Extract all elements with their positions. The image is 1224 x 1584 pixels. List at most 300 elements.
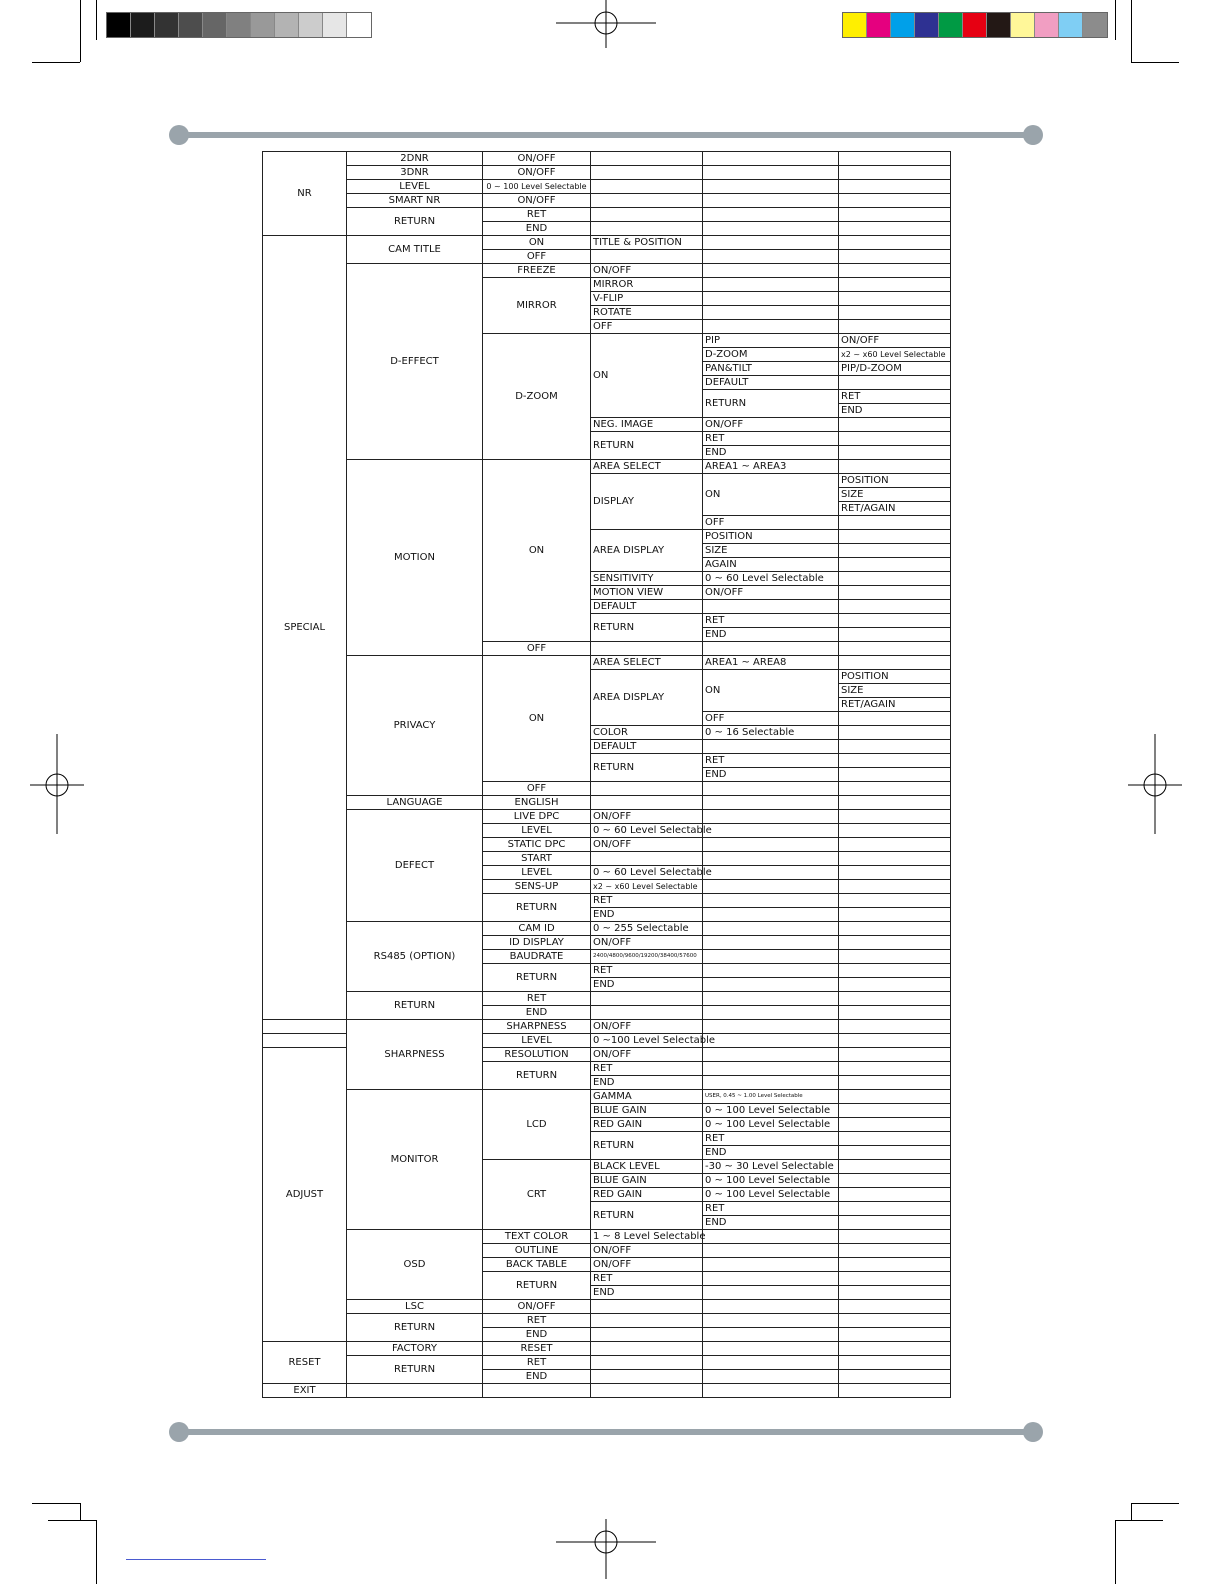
table-cell: ON/OFF	[483, 194, 591, 208]
grayscale-swatch	[155, 13, 179, 37]
color-swatch	[1035, 13, 1059, 37]
grayscale-swatch	[227, 13, 251, 37]
table-cell: ON/OFF	[591, 264, 703, 278]
table-cell: DISPLAY	[591, 474, 703, 530]
table-cell: LEVEL	[483, 1034, 591, 1048]
table-cell: POSITION	[839, 474, 951, 488]
table-cell	[839, 1104, 951, 1118]
table-cell: OFF	[703, 516, 839, 530]
table-cell: LEVEL	[483, 866, 591, 880]
table-cell	[703, 320, 839, 334]
table-cell	[703, 852, 839, 866]
table-cell: AREA SELECT	[591, 656, 703, 670]
table-cell	[703, 1076, 839, 1090]
table-cell: OFF	[483, 782, 591, 796]
table-row	[263, 1314, 951, 1328]
table-cell	[839, 1258, 951, 1272]
table-cell	[591, 152, 703, 166]
table-cell	[839, 1202, 951, 1216]
table-cell	[591, 1356, 703, 1370]
table-cell	[839, 1090, 951, 1104]
grayscale-swatch	[251, 13, 275, 37]
table-cell	[839, 936, 951, 950]
table-cell	[839, 1328, 951, 1342]
table-cell	[703, 236, 839, 250]
table-cell: ON/OFF	[839, 334, 951, 348]
table-cell	[591, 1328, 703, 1342]
table-cell: PRIVACY	[347, 656, 483, 796]
table-cell	[839, 236, 951, 250]
table-cell: 3DNR	[347, 166, 483, 180]
table-cell	[591, 208, 703, 222]
table-cell	[703, 866, 839, 880]
table-cell: RETURN	[483, 964, 591, 992]
table-cell	[839, 978, 951, 992]
table-cell: 0 ~100 Level Selectable	[591, 1034, 703, 1048]
table-row	[263, 1020, 951, 1034]
table-cell	[839, 446, 951, 460]
table-cell: ON/OFF	[591, 1048, 703, 1062]
table-cell: EXIT	[263, 1384, 347, 1398]
table-cell: ON	[483, 656, 591, 782]
table-cell: D-ZOOM	[483, 334, 591, 460]
table-cell: x2 ~ x60 Level Selectable	[839, 348, 951, 362]
table-cell: USER, 0.45 ~ 1.00 Level Selectable	[703, 1090, 839, 1104]
registration-mark-right	[1128, 734, 1182, 834]
table-cell	[839, 712, 951, 726]
table-cell	[703, 1286, 839, 1300]
color-swatch	[1059, 13, 1083, 37]
table-cell	[703, 1342, 839, 1356]
table-cell	[839, 320, 951, 334]
table-cell	[591, 1370, 703, 1384]
table-cell: LEVEL	[347, 180, 483, 194]
table-cell: END	[591, 978, 703, 992]
table-cell	[839, 726, 951, 740]
table-cell: NEG. IMAGE	[591, 418, 703, 432]
crop-mark-top-left-v2	[96, 0, 97, 40]
top-rule	[178, 132, 1032, 138]
table-cell: END	[703, 628, 839, 642]
table-cell	[839, 306, 951, 320]
table-cell: SENSITIVITY	[591, 572, 703, 586]
grayscale-swatch	[179, 13, 203, 37]
crop-mark-bottom-left-h2	[48, 1520, 96, 1521]
table-cell: CRT	[483, 1160, 591, 1230]
table-cell: AREA1 ~ AREA3	[703, 460, 839, 474]
table-cell	[703, 796, 839, 810]
table-row	[263, 194, 951, 208]
table-cell: BLUE GAIN	[591, 1174, 703, 1188]
table-cell	[839, 824, 951, 838]
table-cell	[839, 1356, 951, 1370]
table-row	[263, 1356, 951, 1370]
table-cell: END	[703, 1216, 839, 1230]
table-cell: 0 ~ 255 Selectable	[591, 922, 703, 936]
table-cell	[839, 432, 951, 446]
table-cell	[703, 1356, 839, 1370]
table-cell	[839, 544, 951, 558]
table-cell: RED GAIN	[591, 1188, 703, 1202]
table-cell	[839, 166, 951, 180]
table-cell: FACTORY	[347, 1342, 483, 1356]
table-cell: RET	[703, 754, 839, 768]
table-cell: RET	[839, 390, 951, 404]
table-cell	[703, 838, 839, 852]
table-cell	[839, 460, 951, 474]
table-cell	[839, 1230, 951, 1244]
table-cell: NR	[263, 152, 347, 236]
color-swatch	[963, 13, 987, 37]
table-cell: LCD	[483, 1090, 591, 1160]
color-swatch-bar	[842, 12, 1108, 38]
menu-tree-body	[263, 152, 951, 1398]
table-cell	[839, 1188, 951, 1202]
table-cell	[839, 418, 951, 432]
crop-mark-bottom-right-h2	[1115, 1520, 1163, 1521]
table-cell: RETURN	[591, 1202, 703, 1230]
table-cell	[839, 768, 951, 782]
table-cell	[839, 950, 951, 964]
table-row	[263, 166, 951, 180]
color-swatch	[843, 13, 867, 37]
table-cell: DEFAULT	[591, 740, 703, 754]
grayscale-swatch	[203, 13, 227, 37]
table-cell	[703, 894, 839, 908]
table-cell: SHARPNESS	[483, 1020, 591, 1034]
table-cell	[703, 208, 839, 222]
bottom-underline	[126, 1559, 266, 1560]
table-cell	[839, 1244, 951, 1258]
table-cell	[839, 1146, 951, 1160]
table-cell	[839, 922, 951, 936]
table-cell: OFF	[703, 712, 839, 726]
table-cell	[839, 194, 951, 208]
table-cell: OFF	[591, 320, 703, 334]
color-swatch	[867, 13, 891, 37]
table-cell	[703, 1006, 839, 1020]
table-cell	[703, 1244, 839, 1258]
table-row	[263, 1300, 951, 1314]
table-cell: MIRROR	[483, 278, 591, 334]
crop-mark-top-right-h	[1131, 62, 1179, 63]
table-cell: LEVEL	[483, 824, 591, 838]
table-cell	[839, 628, 951, 642]
table-cell	[703, 250, 839, 264]
table-cell: RED GAIN	[591, 1118, 703, 1132]
color-swatch	[987, 13, 1011, 37]
table-cell	[839, 264, 951, 278]
table-cell: ADJUST	[263, 1048, 347, 1342]
table-cell: ON	[483, 460, 591, 642]
table-cell: SENS-UP	[483, 880, 591, 894]
grayscale-swatch-bar	[106, 12, 372, 38]
table-cell	[839, 614, 951, 628]
table-row	[263, 796, 951, 810]
table-cell	[347, 1384, 483, 1398]
table-cell: END	[703, 1146, 839, 1160]
table-cell: ON/OFF	[591, 810, 703, 824]
top-rule-left-dot	[169, 125, 189, 145]
table-cell: END	[839, 404, 951, 418]
grayscale-swatch	[347, 13, 371, 37]
table-cell: RET/AGAIN	[839, 698, 951, 712]
table-cell	[703, 1034, 839, 1048]
table-cell: 0 ~ 60 Level Selectable	[703, 572, 839, 586]
table-cell: POSITION	[703, 530, 839, 544]
table-cell	[703, 1062, 839, 1076]
table-cell	[703, 166, 839, 180]
crop-mark-bottom-right-h	[1131, 1503, 1179, 1504]
table-cell: AREA DISPLAY	[591, 530, 703, 572]
table-cell: RESET	[483, 1342, 591, 1356]
table-cell	[839, 572, 951, 586]
table-row	[263, 180, 951, 194]
table-cell: -30 ~ 30 Level Selectable	[703, 1160, 839, 1174]
table-cell	[839, 250, 951, 264]
table-cell	[703, 180, 839, 194]
table-cell	[839, 754, 951, 768]
table-cell: RETURN	[483, 1272, 591, 1300]
registration-mark-left	[30, 734, 84, 834]
table-cell: BAUDRATE	[483, 950, 591, 964]
table-cell: CAM TITLE	[347, 236, 483, 264]
top-rule-right-dot	[1023, 125, 1043, 145]
table-cell	[591, 1384, 703, 1398]
crop-mark-bottom-left-v	[96, 1520, 97, 1584]
table-cell	[839, 810, 951, 824]
crop-mark-top-right-v	[1131, 0, 1132, 62]
table-row	[263, 1342, 951, 1356]
table-cell	[591, 194, 703, 208]
table-cell	[703, 964, 839, 978]
table-cell: D-ZOOM	[703, 348, 839, 362]
table-cell	[703, 978, 839, 992]
table-cell: SMART NR	[347, 194, 483, 208]
table-cell: MOTION	[347, 460, 483, 656]
table-cell: ON/OFF	[483, 166, 591, 180]
table-cell: RET	[483, 1356, 591, 1370]
table-cell: LSC	[347, 1300, 483, 1314]
table-cell: RETURN	[347, 1314, 483, 1342]
table-cell	[839, 1020, 951, 1034]
table-cell	[703, 1328, 839, 1342]
table-cell: END	[591, 1076, 703, 1090]
crop-mark-top-right-v2	[1115, 0, 1116, 40]
table-cell: SPECIAL	[263, 236, 347, 1020]
table-row	[263, 922, 951, 936]
table-cell: 2400/4800/9600/19200/38400/57600	[591, 950, 703, 964]
table-cell: END	[483, 1328, 591, 1342]
table-cell: TITLE & POSITION	[591, 236, 703, 250]
table-cell: D-EFFECT	[347, 264, 483, 460]
table-cell	[839, 208, 951, 222]
table-cell: END	[483, 1370, 591, 1384]
table-cell	[839, 642, 951, 656]
table-cell	[703, 1314, 839, 1328]
table-cell: AREA1 ~ AREA8	[703, 656, 839, 670]
table-cell	[703, 222, 839, 236]
table-cell	[839, 530, 951, 544]
table-cell: 0 ~ 100 Level Selectable	[703, 1104, 839, 1118]
table-cell	[703, 1020, 839, 1034]
bottom-rule	[178, 1429, 1032, 1435]
table-cell: ON/OFF	[483, 152, 591, 166]
table-cell: TEXT COLOR	[483, 1230, 591, 1244]
table-cell	[839, 1006, 951, 1020]
table-cell: RET	[483, 992, 591, 1006]
bottom-rule-left-dot	[169, 1422, 189, 1442]
table-cell	[839, 992, 951, 1006]
grayscale-swatch	[131, 13, 155, 37]
table-cell: ON	[591, 334, 703, 418]
table-cell: RETURN	[703, 390, 839, 418]
table-cell	[839, 376, 951, 390]
table-cell	[591, 796, 703, 810]
table-row	[263, 152, 951, 166]
table-cell: END	[703, 446, 839, 460]
table-cell	[591, 1342, 703, 1356]
table-cell: RETURN	[483, 894, 591, 922]
table-cell: ON	[703, 670, 839, 712]
table-cell: SIZE	[839, 684, 951, 698]
table-cell	[839, 1076, 951, 1090]
table-cell: ON/OFF	[591, 1258, 703, 1272]
table-cell: 0 ~ 100 Level Selectable	[703, 1174, 839, 1188]
color-swatch	[939, 13, 963, 37]
color-swatch	[891, 13, 915, 37]
table-cell: LANGUAGE	[347, 796, 483, 810]
table-cell: 0 ~ 60 Level Selectable	[591, 824, 703, 838]
table-cell: 0 ~ 60 Level Selectable	[591, 866, 703, 880]
table-cell	[703, 908, 839, 922]
table-cell	[703, 306, 839, 320]
table-cell: RET	[591, 964, 703, 978]
table-cell: ON/OFF	[591, 1020, 703, 1034]
table-cell: RETURN	[591, 754, 703, 782]
table-cell: ID DISPLAY	[483, 936, 591, 950]
table-row	[263, 1384, 951, 1398]
table-cell	[839, 1160, 951, 1174]
table-cell: SIZE	[703, 544, 839, 558]
table-cell	[839, 1286, 951, 1300]
table-cell: RETURN	[591, 432, 703, 460]
table-cell	[839, 278, 951, 292]
table-cell	[839, 1216, 951, 1230]
table-cell	[839, 1314, 951, 1328]
table-cell	[839, 222, 951, 236]
table-cell: AREA DISPLAY	[591, 670, 703, 726]
table-cell	[839, 600, 951, 614]
table-cell: END	[591, 1286, 703, 1300]
table-cell	[591, 250, 703, 264]
table-cell	[703, 264, 839, 278]
table-cell: 0 ~ 16 Selectable	[703, 726, 839, 740]
table-cell	[839, 152, 951, 166]
table-cell: ROTATE	[591, 306, 703, 320]
table-cell: RET	[703, 614, 839, 628]
grayscale-swatch	[275, 13, 299, 37]
table-cell: POSITION	[839, 670, 951, 684]
table-cell: ON/OFF	[591, 838, 703, 852]
table-cell: MOTION VIEW	[591, 586, 703, 600]
table-cell: OFF	[483, 250, 591, 264]
table-cell: BACK TABLE	[483, 1258, 591, 1272]
table-cell	[703, 880, 839, 894]
table-cell: DEFAULT	[591, 600, 703, 614]
table-row	[263, 208, 951, 222]
table-cell: RET	[591, 1272, 703, 1286]
table-cell	[839, 1384, 951, 1398]
table-cell: ENGLISH	[483, 796, 591, 810]
table-cell	[703, 936, 839, 950]
table-cell: RETURN	[591, 1132, 703, 1160]
crop-mark-bottom-right-v	[1115, 1520, 1116, 1584]
table-cell: RET	[703, 1132, 839, 1146]
table-cell	[591, 992, 703, 1006]
table-cell	[839, 796, 951, 810]
table-cell	[703, 1048, 839, 1062]
table-cell	[839, 894, 951, 908]
table-cell	[839, 866, 951, 880]
table-cell: RET	[483, 208, 591, 222]
table-cell	[839, 558, 951, 572]
table-cell: LIVE DPC	[483, 810, 591, 824]
table-cell	[591, 1314, 703, 1328]
table-cell: ON/OFF	[703, 586, 839, 600]
table-cell: START	[483, 852, 591, 866]
table-cell: END	[483, 222, 591, 236]
table-cell	[703, 950, 839, 964]
table-cell: SHARPNESS	[347, 1020, 483, 1090]
table-cell	[703, 740, 839, 754]
table-cell	[703, 194, 839, 208]
table-cell: 0 ~ 100 Level Selectable	[703, 1118, 839, 1132]
table-cell: ON/OFF	[483, 1300, 591, 1314]
table-cell	[591, 166, 703, 180]
table-cell: 0 ~ 100 Level Selectable	[703, 1188, 839, 1202]
table-cell: RS485 (OPTION)	[347, 922, 483, 992]
table-cell: RESOLUTION	[483, 1048, 591, 1062]
table-cell	[839, 1132, 951, 1146]
table-cell	[839, 964, 951, 978]
table-cell: ON	[483, 236, 591, 250]
grayscale-swatch	[299, 13, 323, 37]
table-cell	[703, 1300, 839, 1314]
table-cell: AGAIN	[703, 558, 839, 572]
table-cell	[839, 586, 951, 600]
table-cell: FREEZE	[483, 264, 591, 278]
table-cell	[839, 1342, 951, 1356]
table-cell: OSD	[347, 1230, 483, 1300]
table-row	[263, 1230, 951, 1244]
menu-tree-table	[262, 151, 951, 1398]
table-cell: DEFAULT	[703, 376, 839, 390]
table-cell	[839, 782, 951, 796]
table-cell: PIP/D-ZOOM	[839, 362, 951, 376]
table-row	[263, 460, 951, 474]
table-cell: AREA SELECT	[591, 460, 703, 474]
table-cell: 2DNR	[347, 152, 483, 166]
crop-mark-bottom-left-v2	[80, 1503, 81, 1521]
table-cell: STATIC DPC	[483, 838, 591, 852]
table-cell: RESET	[263, 1342, 347, 1384]
table-cell: x2 ~ x60 Level Selectable	[591, 880, 703, 894]
table-cell	[591, 180, 703, 194]
table-cell: BLACK LEVEL	[591, 1160, 703, 1174]
table-cell	[263, 1020, 347, 1034]
table-cell: OUTLINE	[483, 1244, 591, 1258]
